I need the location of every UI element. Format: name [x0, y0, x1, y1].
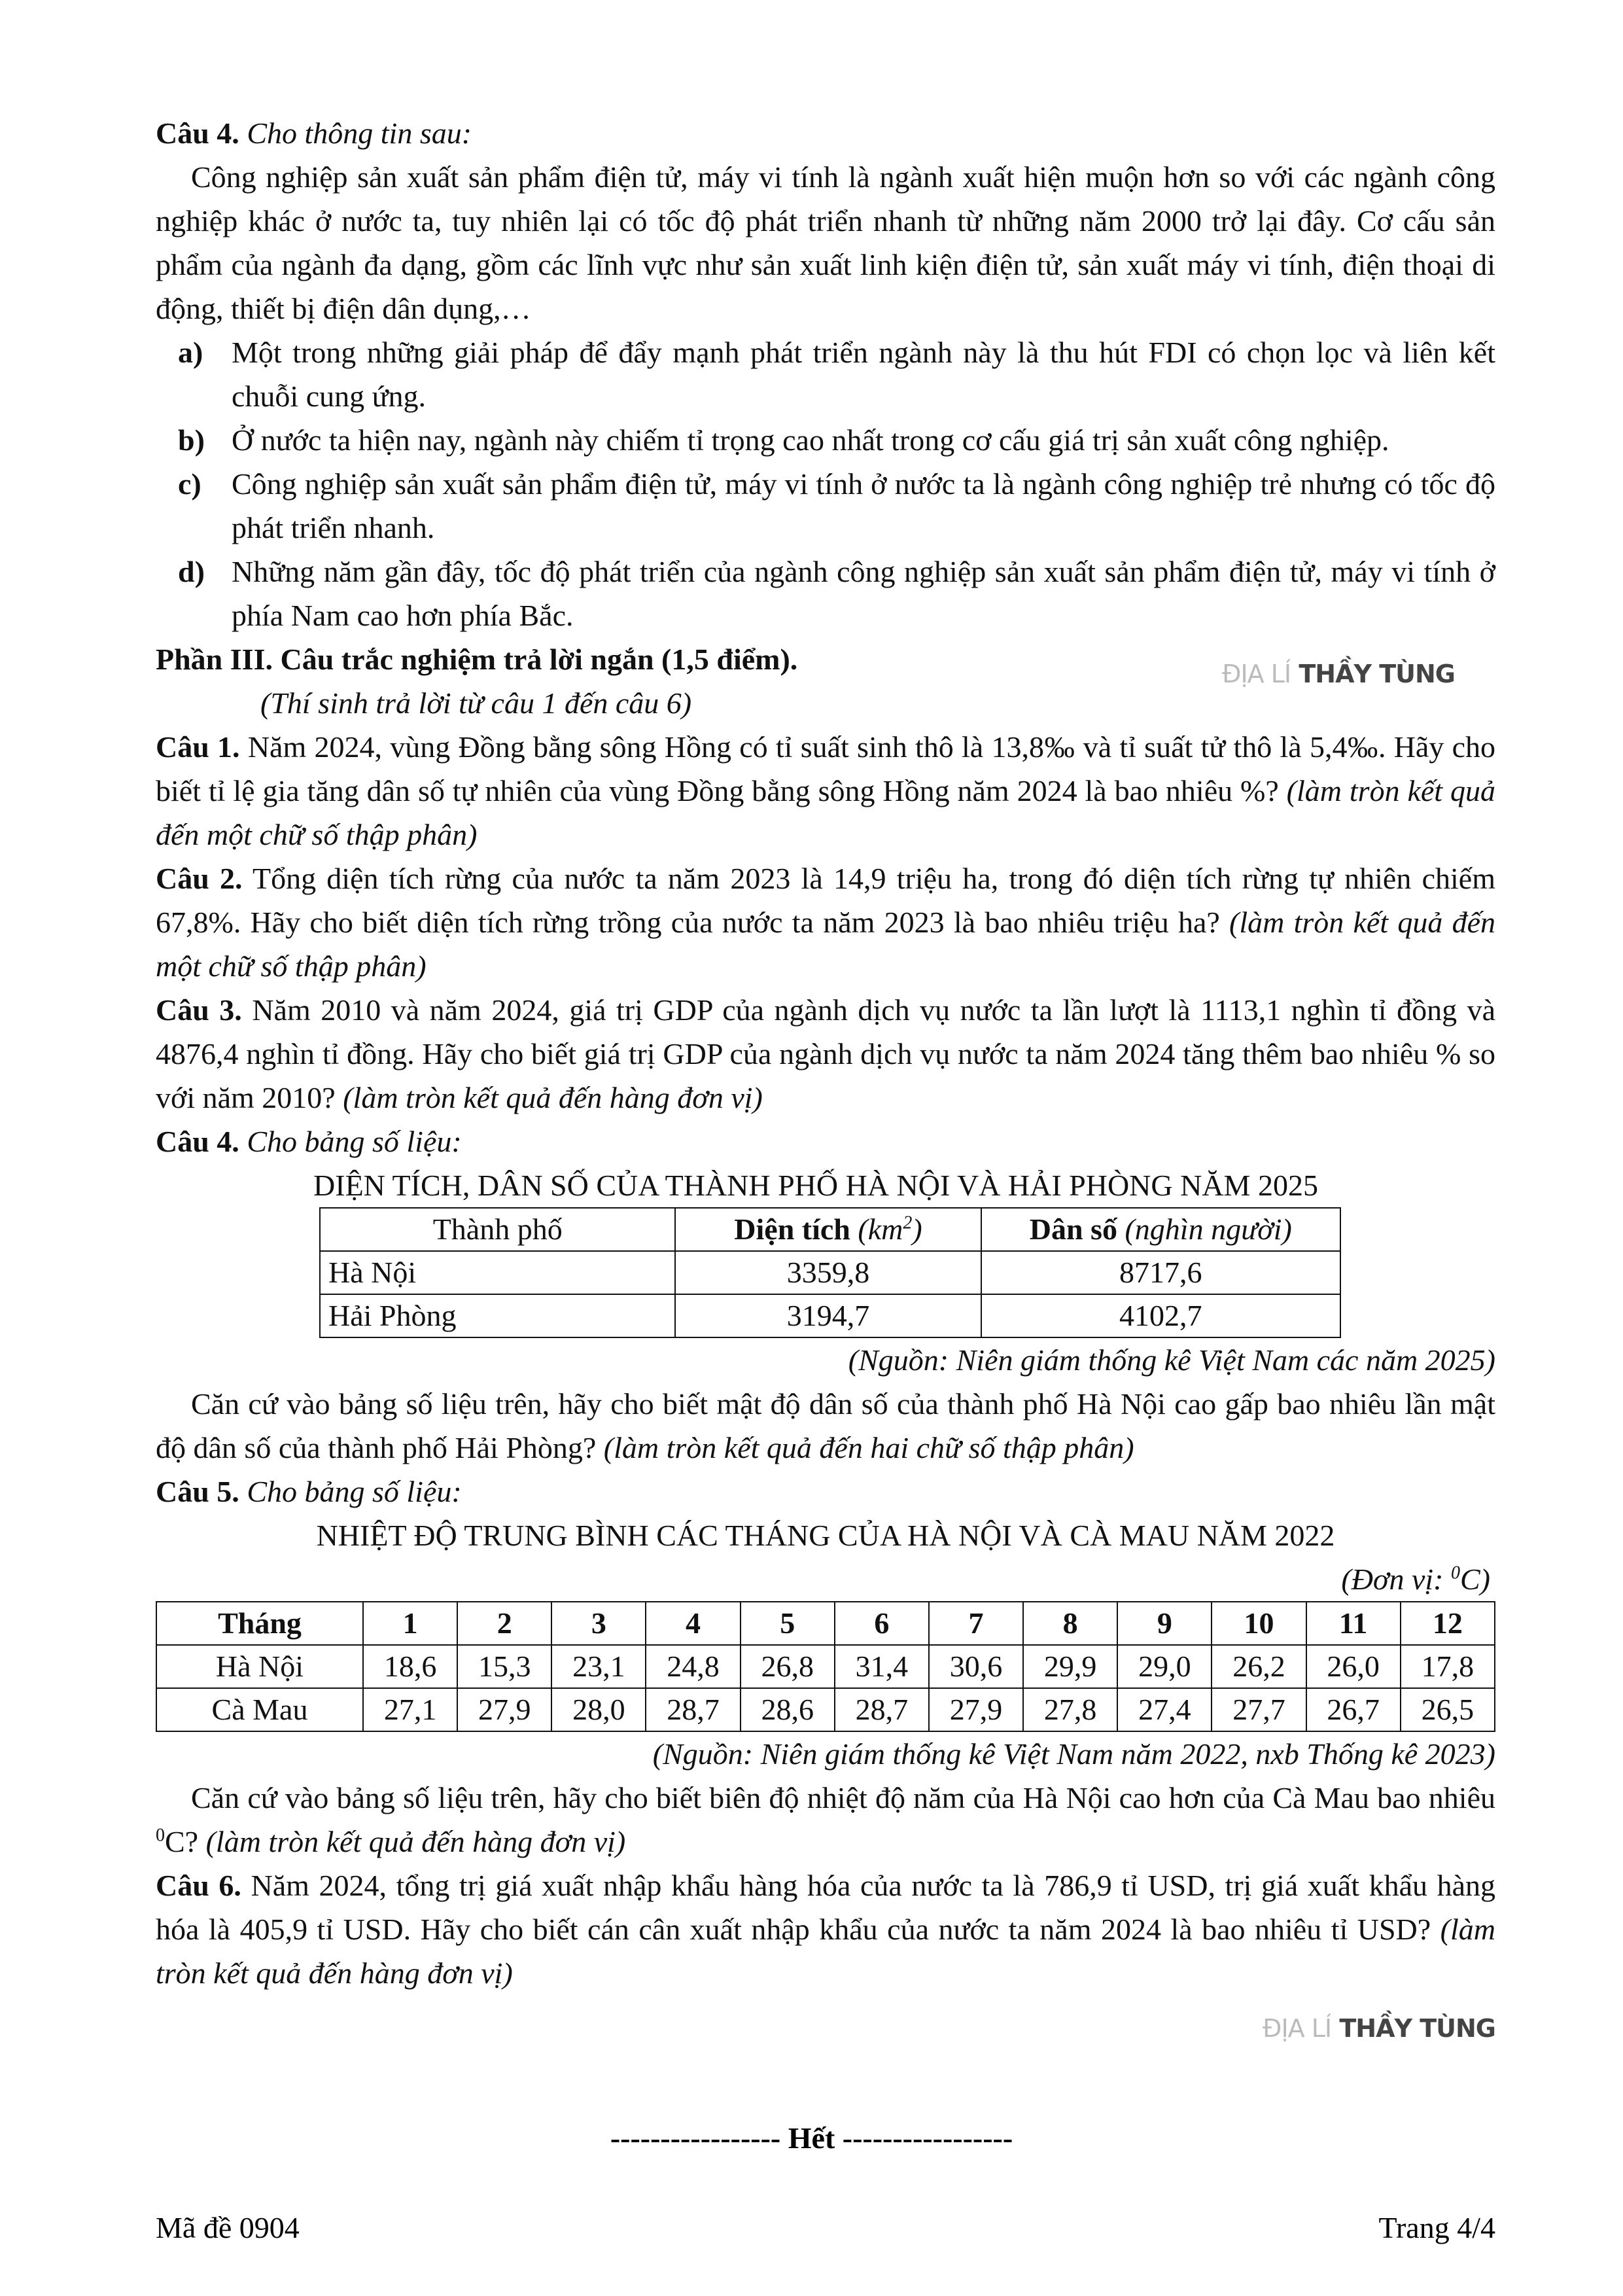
q4a-passage: Công nghiệp sản xuất sản phẩm điện tử, máy vi tính là ngành xuất hiện muộn hơn so với các ngành công nghiệp khác ở nước ta, tuy nhiên lại có tốc độ phát triển nhanh từ những năm 2000 trở lại đây. Cơ cấu sản phẩm của ngành đa dạng, gồm các lĩnh vực như sản xuất linh kiện điện tử, sản xuất máy vi tính, điện thoại di động, thiết bị điện dân dụng,… — [156, 160, 1495, 325]
temperature-cell: 28,6 — [741, 1688, 835, 1731]
temperature-cell: 26,7 — [1306, 1688, 1401, 1731]
temperature-cell: 26,5 — [1401, 1688, 1495, 1731]
temperature-cell: 28,7 — [835, 1688, 929, 1731]
table-row: Hà Nội 3359,8 8717,6 — [320, 1251, 1340, 1294]
table-row: Hải Phòng 3194,7 4102,7 — [320, 1294, 1340, 1337]
q5-table-title: NHIỆT ĐỘ TRUNG BÌNH CÁC THÁNG CỦA HÀ NỘI VÀ CÀ MAU NĂM 2022 — [316, 1519, 1335, 1552]
header-month: 10 — [1212, 1602, 1306, 1645]
header-month: 8 — [1023, 1602, 1117, 1645]
temperature-cell: 28,7 — [646, 1688, 740, 1731]
table-row — [156, 1688, 1495, 1731]
q4-source: (Nguồn: Niên giám thống kê Việt Nam các năm 2025) — [848, 1343, 1495, 1377]
table-row — [156, 1645, 1495, 1688]
part3-subtitle: (Thí sinh trả lời từ câu 1 đến câu 6) — [260, 686, 692, 720]
q5-source: (Nguồn: Niên giám thống kê Việt Nam năm 2022, nxb Thống kê 2023) — [652, 1737, 1495, 1771]
header-month: 7 — [929, 1602, 1023, 1645]
row-city: Hà Nội — [156, 1645, 363, 1688]
q3-paragraph: Câu 3. Năm 2010 và năm 2024, giá trị GDP của ngành dịch vụ nước ta lần lượt là 1113,1 nghìn tỉ đồng và 4876,4 nghìn tỉ đồng. Hãy cho biết giá trị GDP của ngành dịch vụ nước ta năm 2024 tăng thêm bao nhiêu % so với năm 2010? (làm tròn kết quả đến hàng đơn vị) — [156, 993, 1495, 1114]
header-city: Thành phố — [320, 1208, 675, 1251]
end-mark: ----------------- Hết ----------------- — [610, 2121, 1013, 2155]
q5-paragraph: Căn cứ vào bảng số liệu trên, hãy cho biết biên độ nhiệt độ năm của Hà Nội cao hơn của Cà Mau bao nhiêu $^0$C? (làm tròn kết quả đến hàng đơn vị) — [156, 1781, 1495, 1858]
temperature-cell: 26,8 — [741, 1645, 835, 1688]
temperature-cell: 27,1 — [363, 1688, 457, 1731]
header-area: Diện tích $(km^2)$ — [675, 1208, 981, 1251]
q4a-heading: Câu 4. Cho thông tin sau: — [156, 116, 472, 150]
temperature-cell: 17,8 — [1401, 1645, 1495, 1688]
temperature-cell: 27,7 — [1212, 1688, 1306, 1731]
watermark-logo: ĐỊA LÍ THẦY TÙNG — [1263, 2014, 1495, 2043]
header-month: 4 — [646, 1602, 740, 1645]
part3-title: Phần III. Câu trắc nghiệm trả lời ngắn (1,5 điểm). — [156, 643, 798, 676]
q4-table-title: DIỆN TÍCH, DÂN SỐ CỦA THÀNH PHỐ HÀ NỘI VÀ HẢI PHÒNG NĂM 2025 — [313, 1169, 1318, 1202]
table-header-row — [156, 1602, 1495, 1645]
temperature-cell: 30,6 — [929, 1645, 1023, 1688]
header-month: 12 — [1401, 1602, 1495, 1645]
header-month: 2 — [457, 1602, 551, 1645]
temperature-cell: 24,8 — [646, 1645, 740, 1688]
temperature-table — [156, 1601, 1495, 1732]
q1-paragraph: Câu 1. Năm 2024, vùng Đồng bằng sông Hồng có tỉ suất sinh thô là 13,8‰ và tỉ suất tử thô là 5,4‰. Hãy cho biết tỉ lệ gia tăng dân số tự nhiên của vùng Đồng bằng sông Hồng năm 2024 là bao nhiêu %? (làm tròn kết quả đến một chữ số thập phân) — [156, 730, 1495, 851]
page-number: Trang 4/4 — [1378, 2211, 1495, 2244]
temperature-cell: 29,0 — [1117, 1645, 1212, 1688]
q2-paragraph: Câu 2. Tổng diện tích rừng của nước ta năm 2023 là 14,9 triệu ha, trong đó diện tích rừng tự nhiên chiếm 67,8%. Hãy cho biết diện tích rừng trồng của nước ta năm 2023 là bao nhiêu triệu ha? (làm tròn kết quả đến một chữ số thập phân) — [156, 862, 1496, 983]
watermark-logo: ĐỊA LÍ THẦY TÙNG — [1222, 660, 1455, 688]
q5-heading: Câu 5. Cho bảng số liệu: — [156, 1475, 462, 1508]
q6-paragraph: Câu 6. Năm 2024, tổng trị giá xuất nhập khẩu hàng hóa của nước ta là 786,9 tỉ USD, trị giá xuất khẩu hàng hóa là 405,9 tỉ USD. Hãy cho biết cán cân xuất nhập khẩu của nước ta năm 2024 là bao nhiêu tỉ USD? (làm tròn kết quả đến hàng đơn vị) — [156, 1869, 1495, 1990]
header-month: 5 — [741, 1602, 835, 1645]
temperature-cell: 31,4 — [835, 1645, 929, 1688]
q4-heading: Câu 4. Cho bảng số liệu: — [156, 1125, 462, 1158]
temperature-cell: 29,9 — [1023, 1645, 1117, 1688]
temperature-cell: 18,6 — [363, 1645, 457, 1688]
header-month: 3 — [551, 1602, 646, 1645]
header-month: 9 — [1117, 1602, 1212, 1645]
header-population: Dân số (nghìn người) — [981, 1208, 1340, 1251]
temperature-cell: 27,9 — [929, 1688, 1023, 1731]
header-month-label: Tháng — [156, 1602, 363, 1645]
header-month: 6 — [835, 1602, 929, 1645]
q4a-option-d: d) Những năm gần đây, tốc độ phát triển của ngành công nghiệp sản xuất sản phẩm điện tử, máy vi tính ở phía Nam cao hơn phía Bắc. — [178, 555, 1495, 632]
header-month: 1 — [363, 1602, 457, 1645]
q4a-option-c: c) Công nghiệp sản xuất sản phẩm điện tử, máy vi tính ở nước ta là ngành công nghiệp trẻ nhưng có tốc độ phát triển nhanh. — [178, 467, 1495, 544]
temperature-cell: 15,3 — [457, 1645, 551, 1688]
header-month: 11 — [1306, 1602, 1401, 1645]
temperature-cell: 27,9 — [457, 1688, 551, 1731]
temperature-cell: 26,0 — [1306, 1645, 1401, 1688]
q4a-option-b: b) Ở nước ta hiện nay, ngành này chiếm tỉ trọng cao nhất trong cơ cấu giá trị sản xuất công nghiệp. — [178, 423, 1389, 457]
temperature-cell: 23,1 — [551, 1645, 646, 1688]
page-footer — [156, 2210, 1495, 2245]
temperature-cell: 27,4 — [1117, 1688, 1212, 1731]
q5-unit: (Đơn vị: $^0$C) — [1341, 1563, 1490, 1596]
temperature-cell: 28,0 — [551, 1688, 646, 1731]
temperature-cell: 27,8 — [1023, 1688, 1117, 1731]
area-population-table — [319, 1207, 1341, 1338]
exam-code: Mã đề 0904 — [156, 2211, 300, 2244]
exam-page — [156, 111, 1495, 1995]
q4a-option-a: a) Một trong những giải pháp để đẩy mạnh phát triển ngành này là thu hút FDI có chọn lọc và liên kết chuỗi cung ứng. — [178, 336, 1495, 413]
temperature-cell: 26,2 — [1212, 1645, 1306, 1688]
row-city: Cà Mau — [156, 1688, 363, 1731]
q4-paragraph: Căn cứ vào bảng số liệu trên, hãy cho biết mật độ dân số của thành phố Hà Nội cao gấp bao nhiêu lần mật độ dân số của thành phố Hải Phòng? (làm tròn kết quả đến hai chữ số thập phân) — [156, 1387, 1495, 1464]
table-header-row — [320, 1208, 1340, 1251]
